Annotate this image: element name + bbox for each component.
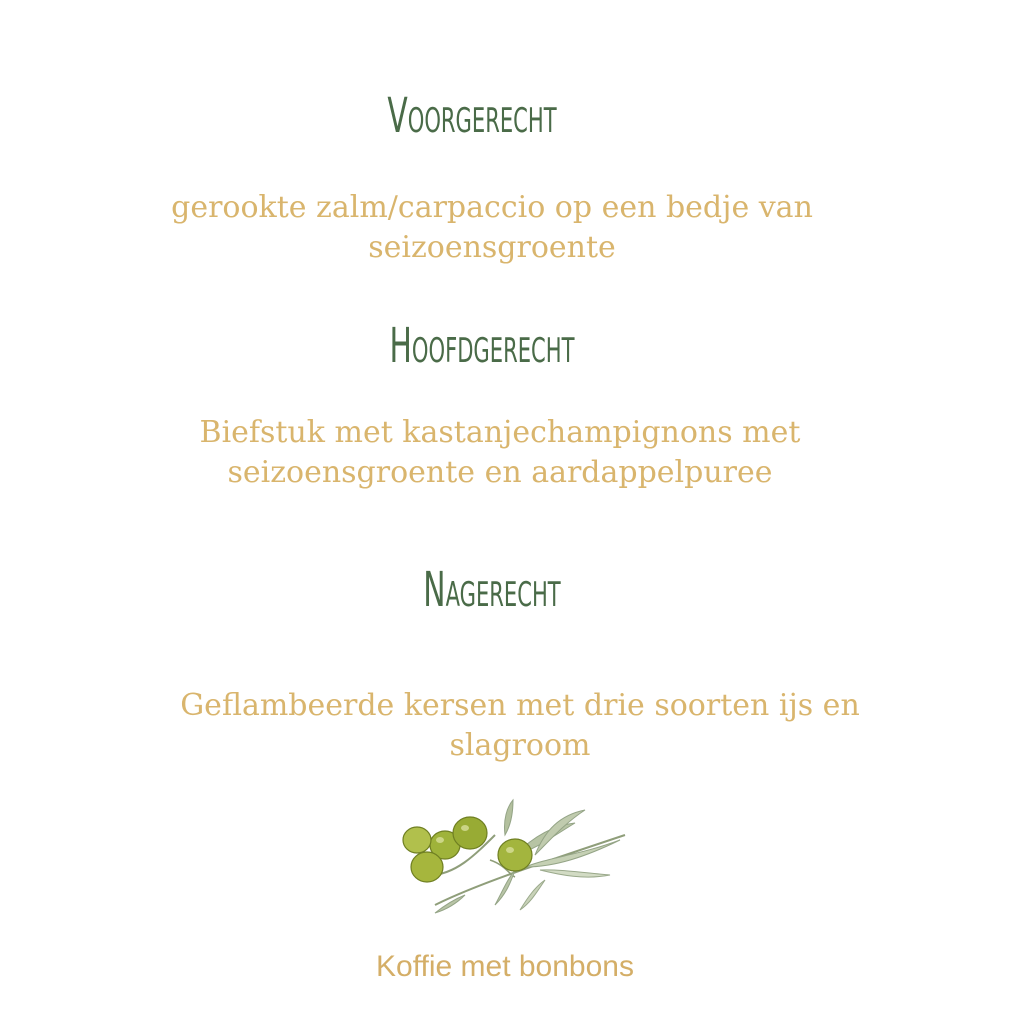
course-description-line: seizoensgroente en aardappelpuree <box>227 455 773 490</box>
course-description-voorgerecht <box>112 188 872 268</box>
course-heading-nagerecht: Nagerecht <box>423 562 561 618</box>
course-heading-hoofdgerecht: Hoofdgerecht <box>389 318 575 374</box>
course-description-line: Geflambeerde kersen met drie soorten ijs en <box>180 688 860 723</box>
course-heading-voorgerecht: Voorgerecht <box>387 88 557 144</box>
course-description-nagerecht <box>140 686 900 766</box>
course-description-line: slagroom <box>449 728 591 763</box>
olive-branch-icon <box>395 795 630 915</box>
course-description-line: Biefstuk met kastanjechampignons met <box>199 415 801 450</box>
course-description-line: seizoensgroente <box>368 230 616 265</box>
closing-text: Koffie met bonbons <box>376 950 634 983</box>
course-description-hoofdgerecht <box>130 413 870 493</box>
course-description-line: gerookte zalm/carpaccio op een bedje van <box>171 190 813 225</box>
